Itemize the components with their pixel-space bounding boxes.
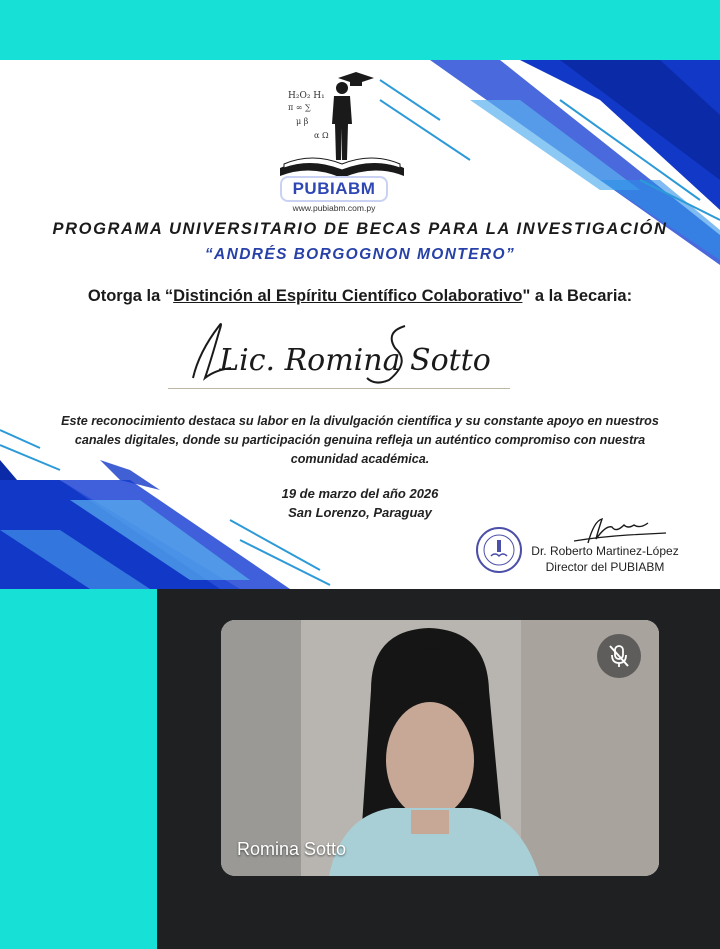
certificate [0, 60, 720, 589]
svg-text:π ∞ ∑: π ∞ ∑ [288, 103, 311, 112]
official-seal [475, 526, 523, 574]
award-name: Distinción al Espíritu Científico Colaborativo [173, 287, 523, 305]
participant-video-tile[interactable] [221, 620, 659, 876]
participant-name-label: Romina Sotto [237, 839, 347, 859]
grant-suffix: " a la Becaria: [522, 287, 633, 305]
recognition-text: Este reconocimiento destaca su labor en la divulgación científica y su constante apoyo en nuestros canales digitales, donde su participación genuina refleja un auténtico compromiso con nuestra comunidad académica. [61, 414, 659, 466]
logo-url: www.pubiabm.com.py [292, 203, 376, 213]
participant-video-frame [221, 620, 659, 876]
grant-prefix: Otorga la “ [87, 287, 174, 305]
director-name: Dr. Roberto Martinez-López [531, 544, 679, 558]
issue-date: 19 de marzo del año 2026 [281, 486, 439, 501]
grant-statement [0, 287, 720, 306]
video-call-panel [157, 589, 720, 949]
top-background-band [0, 0, 720, 60]
logo-name: PUBIABM [280, 176, 388, 202]
director-title: Director del PUBIABM [545, 560, 665, 574]
recipient-name: Lic. Romina Sotto [219, 343, 491, 378]
svg-text:μ β: μ β [296, 117, 309, 126]
issue-place: San Lorenzo, Paraguay [288, 505, 432, 520]
mic-off-icon [608, 644, 630, 668]
svg-text:H₂O₂ H₁: H₂O₂ H₁ [288, 91, 325, 101]
program-name: “ANDRÉS BORGOGNON MONTERO” [204, 246, 516, 263]
recipient-signature [175, 312, 535, 390]
svg-text:α Ω: α Ω [314, 131, 329, 140]
director-signature [568, 515, 672, 547]
signature-line [168, 388, 510, 389]
program-title: PROGRAMA UNIVERSITARIO DE BECAS PARA LA INVESTIGACIÓN [52, 220, 668, 238]
mic-muted-indicator [597, 634, 641, 678]
